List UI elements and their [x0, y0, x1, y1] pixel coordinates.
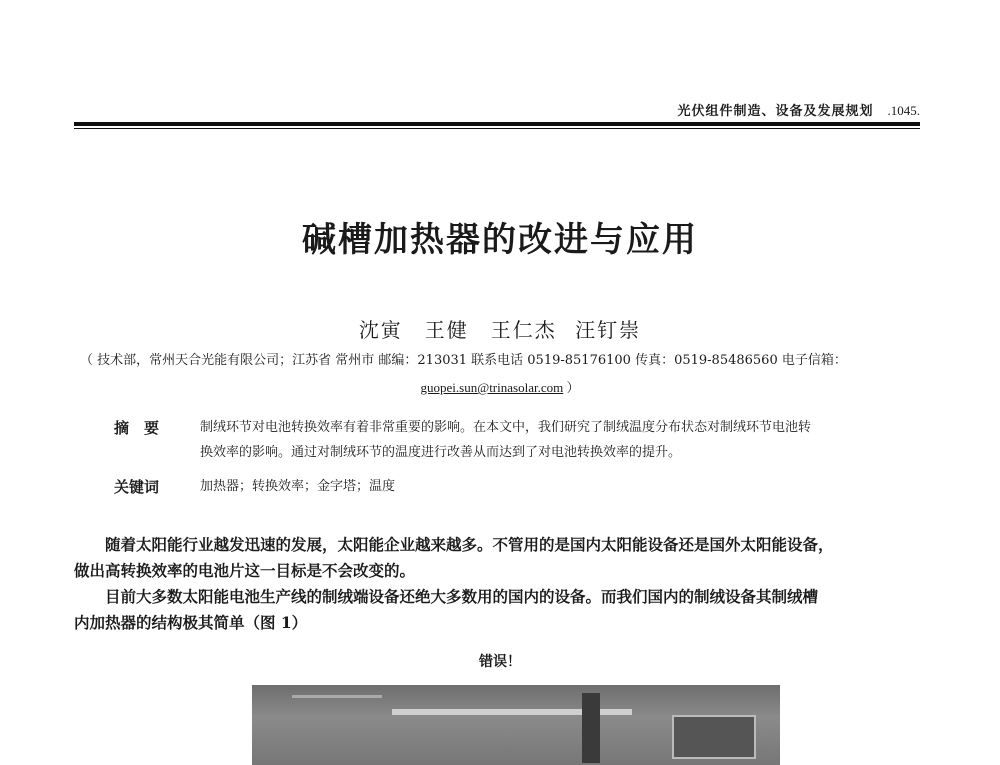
email-close: ）: [563, 380, 580, 395]
p2-line-1: 目前大多数太阳能电池生产线的制绒端设备还绝大多数用的国内的设备。而我们国内的制绒设备其制绒槽: [105, 587, 819, 606]
p1-line-1: 随着太阳能行业越发迅速的发展，太阳能企业越来越多。不管用的是国内太阳能设备还是国外太阳能设备，: [105, 535, 834, 554]
photo-box: [672, 715, 756, 759]
paper-title: 碱槽加热器的改进与应用: [302, 220, 698, 260]
abstract-line-2: 换效率的影响。通过对制绒环节的温度进行改善从而达到了对电池转换效率的提升。: [200, 445, 682, 460]
running-header: [677, 100, 920, 119]
author-list: 沈寅 王健 王仁杰 汪钉崇: [358, 318, 642, 342]
abstract-line-1: 制绒环节对电池转换效率有着非常重要的影响。在本文中，我们研究了制绒温度分布状态对制绒环节电池转: [200, 420, 812, 435]
body-paragraph-2: [74, 584, 924, 636]
figure-caption: 错误！: [479, 654, 521, 670]
header-rule-thin: [74, 128, 920, 129]
keywords-label: 关键词: [114, 478, 160, 496]
abstract-label: 摘 要: [114, 419, 160, 437]
p2-line-2: 内加热器的结构极其简单（图 1）: [74, 613, 308, 632]
abstract-text: [200, 415, 916, 465]
page-number: .1045.: [887, 103, 920, 118]
header-section: 光伏组件制造、设备及发展规划: [677, 104, 874, 119]
body-paragraph-1: [74, 532, 924, 584]
email-line: [0, 377, 1000, 396]
figure-photo: [252, 685, 780, 765]
affiliation: （ 技术部，常州天合光能有限公司；江苏省 常州市 邮编：213031 联系电话 0519-85176100 传真：0519-85486560 电子信箱：: [80, 353, 847, 368]
keywords-text: 加热器；转换效率；金字塔；温度: [200, 479, 396, 494]
photo-post: [582, 693, 600, 763]
p1-line-2: 做出高转换效率的电池片这一目标是不会改变的。: [74, 561, 416, 580]
header-rule-thick: [74, 122, 920, 126]
email-link[interactable]: guopei.sun@trinasolar.com: [420, 380, 564, 395]
photo-bar: [292, 695, 382, 698]
